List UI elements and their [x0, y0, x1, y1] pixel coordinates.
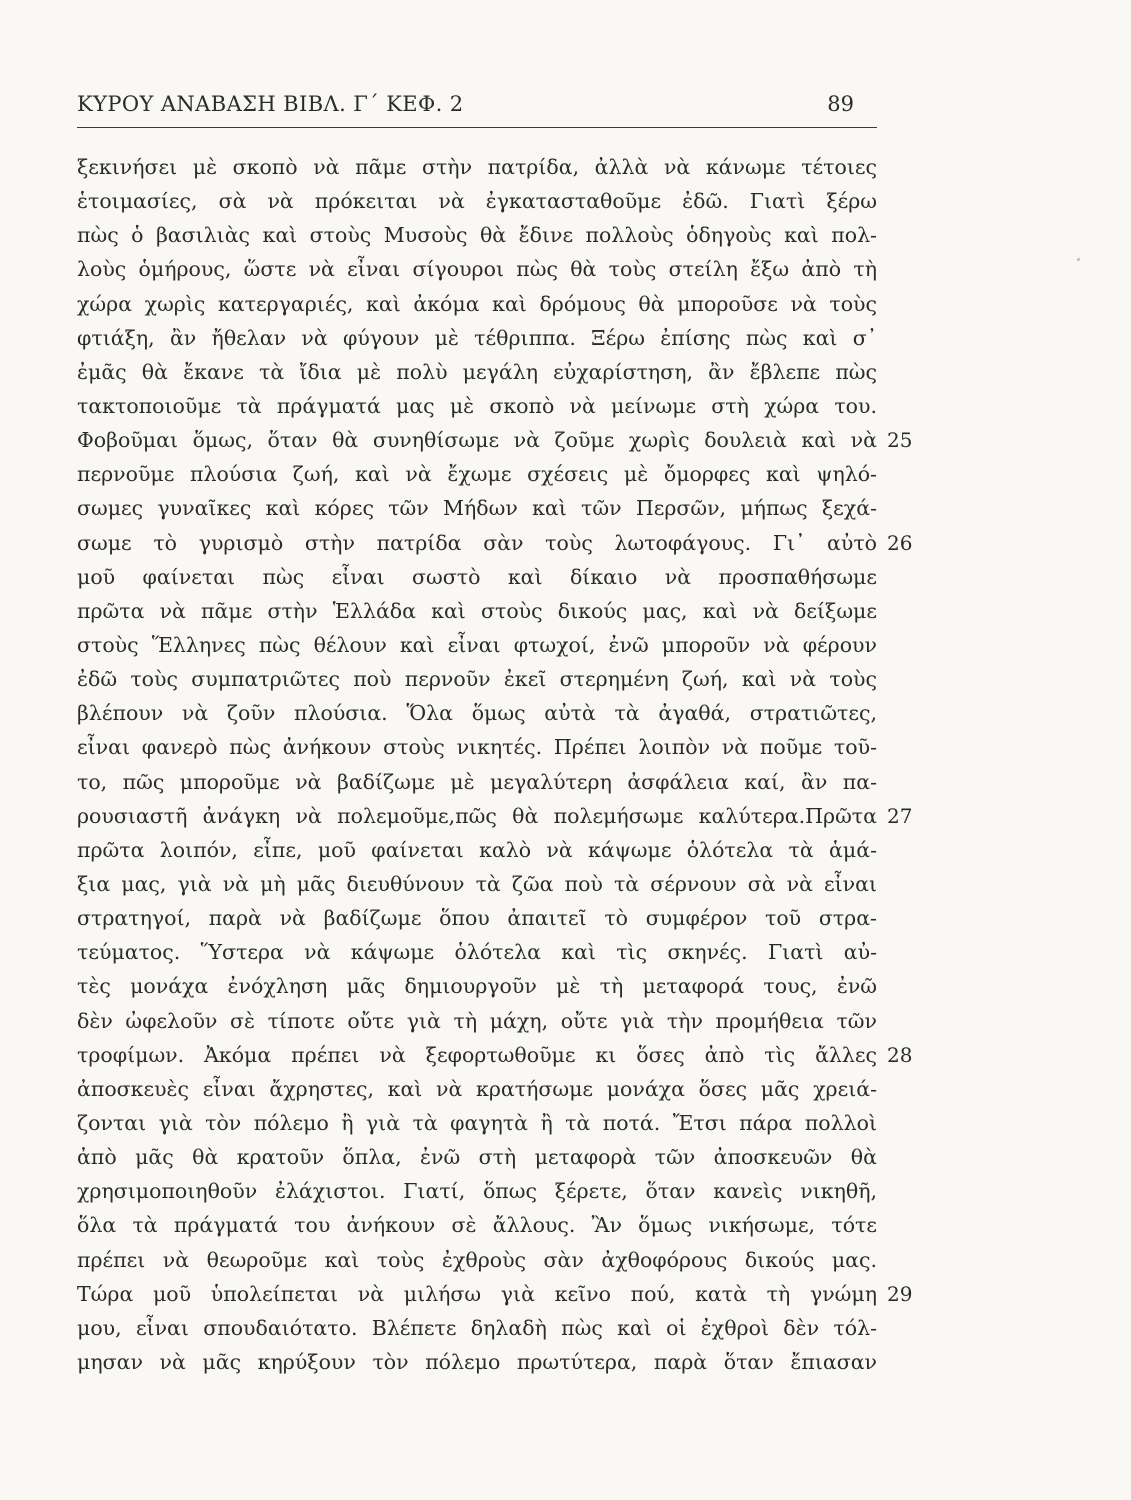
body-text [77, 150, 1077, 1379]
line-text: Τώρα μοῦ ὑπολείπεται νὰ μιλήσω γιὰ κεῖνο πού, κατὰ τὴ γνώμη [77, 1281, 877, 1306]
line-text: μου, εἶναι σπουδαιότατο. Βλέπετε δηλαδὴ πὼς καὶ οἱ ἐχθροὶ δὲν τόλ- [77, 1315, 877, 1340]
page-number: 89 [827, 92, 854, 116]
line-text: ξια μας, γιὰ νὰ μὴ μᾶς διευθύνουν τὰ ζῶα ποὺ τὰ σέρνουν σὰ νὰ εἶναι [77, 871, 877, 896]
text-line [77, 1140, 1077, 1174]
line-text: εἶναι φανερὸ πὼς ἀνήκουν στοὺς νικητές. Πρέπει λοιπὸν νὰ ποῦμε τοῦ- [77, 735, 877, 760]
section-number: 29 [887, 1281, 913, 1306]
line-text: λοὺς ὁμήρους, ὥστε νὰ εἶναι σίγουροι πὼς θὰ τοὺς στείλη ἔξω ἀπὸ τὴ [77, 257, 877, 282]
text-line [77, 730, 1077, 764]
line-text: πὼς ὁ βασιλιὰς καὶ στοὺς Μυσοὺς θὰ ἔδινε πολλοὺς ὁδηγοὺς καὶ πολ- [77, 223, 877, 248]
line-text: ζονται γιὰ τὸν πόλεμο ἢ γιὰ τὰ φαγητὰ ἢ τὰ ποτά. Ἔτσι πάρα πολλοὶ [77, 1110, 877, 1135]
text-line [77, 594, 1077, 628]
text-line [77, 799, 1077, 833]
line-text: φτιάξη, ἂν ἤθελαν νὰ φύγουν μὲ τέθριππα. Ξέρω ἐπίσης πὼς καὶ σ᾽ [77, 325, 877, 350]
line-text: στοὺς Ἕλληνες πὼς θέλουν καὶ εἶναι φτωχοί, ἐνῶ μποροῦν νὰ φέρουν [77, 632, 877, 657]
line-text: πρέπει νὰ θεωροῦμε καὶ τοὺς ἐχθροὺς σὰν ἀχθοφόρους δικούς μας. [77, 1247, 877, 1272]
line-text: περνοῦμε πλούσια ζωή, καὶ νὰ ἔχωμε σχέσεις μὲ ὄμορφες καὶ ψηλό- [77, 462, 877, 487]
text-line [77, 935, 1077, 969]
line-text: μησαν νὰ μᾶς κηρύξουν τὸν πόλεμο πρωτύτερα, παρὰ ὅταν ἔπιασαν [77, 1349, 877, 1374]
section-number: 26 [887, 530, 913, 555]
text-line [77, 867, 1077, 901]
text-line [77, 628, 1077, 662]
text-line [77, 1208, 1077, 1242]
line-text: πρῶτα λοιπόν, εἶπε, μοῦ φαίνεται καλὸ νὰ κάψωμε ὁλότελα τὰ ἁμά- [77, 837, 877, 862]
text-line [77, 1072, 1077, 1106]
line-text: τὲς μονάχα ἐνόχληση μᾶς δημιουργοῦν μὲ τὴ μεταφορά τους, ἐνῶ [77, 974, 877, 999]
text-line [77, 560, 1077, 594]
line-text: δὲν ὠφελοῦν σὲ τίποτε οὔτε γιὰ τὴ μάχη, οὔτε γιὰ τὴν προμήθεια τῶν [77, 1008, 877, 1033]
text-line [77, 1345, 1077, 1379]
text-line [77, 526, 1077, 560]
line-text: μοῦ φαίνεται πὼς εἶναι σωστὸ καὶ δίκαιο νὰ προσπαθήσωμε [77, 564, 877, 589]
text-line [77, 287, 1077, 321]
text-line [77, 1243, 1077, 1277]
text-line [77, 1277, 1077, 1311]
text-line [77, 833, 1077, 867]
text-line [77, 696, 1077, 730]
line-text: Φοβοῦμαι ὅμως, ὅταν θὰ συνηθίσωμε νὰ ζοῦμε χωρὶς δουλειὰ καὶ νὰ [77, 428, 877, 453]
line-text: χρησιμοποιηθοῦν ἐλάχιστοι. Γιατί, ὅπως ξέρετε, ὅταν κανεὶς νικηθῆ, [77, 1179, 877, 1204]
section-number: 25 [887, 428, 913, 453]
section-number: 27 [887, 803, 913, 828]
line-text: ἑτοιμασίες, σὰ νὰ πρόκειται νὰ ἐγκατασταθοῦμε ἐδῶ. Γιατὶ ξέρω [77, 189, 877, 214]
text-line [77, 218, 1077, 252]
page-header [77, 88, 854, 122]
line-text: ἐδῶ τοὺς συμπατριῶτες ποὺ περνοῦν ἐκεῖ στερημένη ζωή, καὶ νὰ τοὺς [77, 667, 877, 692]
line-text: ἀποσκευὲς εἶναι ἄχρηστες, καὶ νὰ κρατήσωμε μονάχα ὅσες μᾶς χρειά- [77, 1076, 877, 1101]
text-line [77, 321, 1077, 355]
text-line [77, 389, 1077, 423]
line-text: βλέπουν νὰ ζοῦν πλούσια. Ὅλα ὅμως αὐτὰ τὰ ἀγαθά, στρατιῶτες, [77, 701, 877, 726]
line-text: πρῶτα νὰ πᾶμε στὴν Ἑλλάδα καὶ στοὺς δικούς μας, καὶ νὰ δείξωμε [77, 598, 877, 623]
line-text: ἐμᾶς θὰ ἔκανε τὰ ἴδια μὲ πολὺ μεγάλη εὐχαρίστηση, ἂν ἔβλεπε πὼς [77, 359, 877, 384]
text-line [77, 1311, 1077, 1345]
text-line [77, 252, 1077, 286]
line-text: ὅλα τὰ πράγματά του ἀνήκουν σὲ ἄλλους. Ἂν ὅμως νικήσωμε, τότε [77, 1213, 877, 1238]
text-line [77, 491, 1077, 525]
line-text: τροφίμων. Ἀκόμα πρέπει νὰ ξεφορτωθοῦμε κι ὅσες ἀπὸ τὶς ἄλλες [77, 1042, 877, 1067]
paper-speck [1077, 258, 1080, 261]
section-number: 28 [887, 1042, 913, 1067]
line-text: χώρα χωρὶς κατεργαριές, καὶ ἀκόμα καὶ δρόμους θὰ μποροῦσε νὰ τοὺς [77, 291, 877, 316]
line-text: το, πῶς μποροῦμε νὰ βαδίζωμε μὲ μεγαλύτερη ἀσφάλεια καί, ἂν πα- [77, 769, 877, 794]
text-line [77, 765, 1077, 799]
text-line [77, 184, 1077, 218]
text-line [77, 355, 1077, 389]
text-line [77, 969, 1077, 1003]
line-text: σωμε τὸ γυρισμὸ στὴν πατρίδα σὰν τοὺς λωτοφάγους. Γι᾽ αὐτὸ [77, 530, 877, 555]
text-line [77, 901, 1077, 935]
header-rule [77, 127, 877, 128]
line-text: στρατηγοί, παρὰ νὰ βαδίζωμε ὅπου ἀπαιτεῖ τὸ συμφέρον τοῦ στρα- [77, 906, 877, 931]
text-line [77, 662, 1077, 696]
text-line [77, 1038, 1077, 1072]
text-line [77, 1004, 1077, 1038]
text-line [77, 1106, 1077, 1140]
text-line [77, 150, 1077, 184]
line-text: τεύματος. Ὕστερα νὰ κάψωμε ὁλότελα καὶ τὶς σκηνές. Γιατὶ αὐ- [77, 940, 877, 965]
line-text: τακτοποιοῦμε τὰ πράγματά μας μὲ σκοπὸ νὰ μείνωμε στὴ χώρα του. [77, 393, 877, 418]
line-text: ρουσιαστῆ ἀνάγκη νὰ πολεμοῦμε,πῶς θὰ πολεμήσωμε καλύτερα.Πρῶτα [77, 803, 877, 828]
line-text: σωμες γυναῖκες καὶ κόρες τῶν Μήδων καὶ τῶν Περσῶν, μήπως ξεχά- [77, 496, 877, 521]
text-line [77, 423, 1077, 457]
text-line [77, 1174, 1077, 1208]
running-title: ΚΥΡΟΥ ΑΝΑΒΑΣΗ ΒΙΒΛ. Γ΄ ΚΕΦ. 2 [77, 92, 464, 116]
line-text: ἀπὸ μᾶς θὰ κρατοῦν ὅπλα, ἐνῶ στὴ μεταφορὰ τῶν ἀποσκευῶν θὰ [77, 1145, 877, 1170]
text-line [77, 457, 1077, 491]
line-text: ξεκινήσει μὲ σκοπὸ νὰ πᾶμε στὴν πατρίδα, ἀλλὰ νὰ κάνωμε τέτοιες [77, 155, 877, 179]
